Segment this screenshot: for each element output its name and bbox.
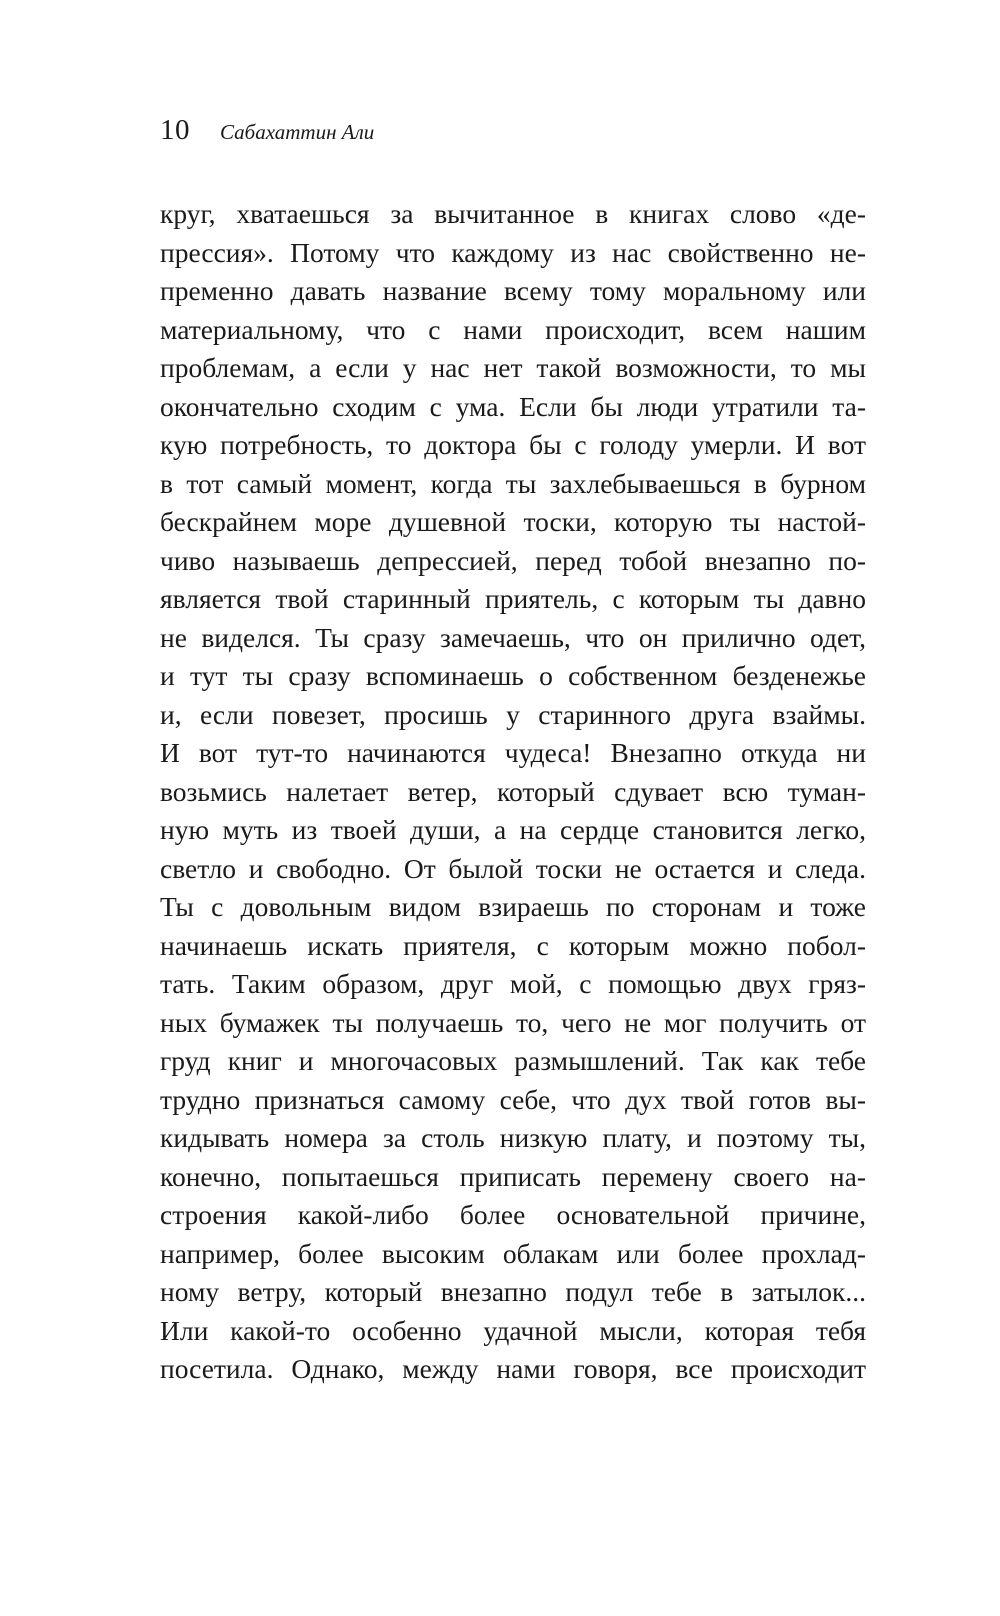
text-line: начинаешь искать приятеля, с которым можно побол- (160, 929, 866, 961)
text-line: окончательно сходим с ума. Если бы люди утратили та- (160, 390, 866, 422)
text-line: светло и свободно. От былой тоски не остается и следа. (160, 852, 866, 884)
text-line: в тот самый момент, когда ты захлебываешься в бурном (160, 467, 866, 499)
text-line: трудно признаться самому себе, что дух твой готов вы- (160, 1083, 866, 1115)
text-line: конечно, попытаешься приписать перемену своего на- (160, 1160, 866, 1192)
text-line: материальному, что с нами происходит, всем нашим (160, 313, 866, 345)
text-line: кидывать номера за столь низкую плату, и поэтому ты, (160, 1122, 866, 1153)
text-line: и тут ты сразу вспоминаешь о собственном безденежье (160, 660, 866, 691)
text-line: является твой старинный приятель, с которым ты давно (160, 583, 866, 614)
text-line: тать. Таким образом, друг мой, с помощью двух гряз- (160, 968, 866, 999)
text-line: кую потребность, то доктора бы с голоду умерли. И вот (160, 429, 866, 460)
text-line: ному ветру, который внезапно подул тебе в затылок... (160, 1276, 866, 1307)
text-line: круг, хватаешься за вычитанное в книгах слово «де- (160, 198, 866, 229)
text-line: Или какой-то особенно удачной мысли, которая тебя (160, 1314, 866, 1346)
text-line: проблемам, а если у нас нет такой возможности, то мы (160, 352, 866, 383)
text-line: и, если повезет, просишь у старинного друга взаймы. (160, 698, 866, 730)
text-line: И вот тут-то начинаются чудеса! Внезапно откуда ни (160, 737, 866, 768)
text-line: строения какой-либо более основательной причине, (160, 1199, 866, 1230)
text-line: не виделся. Ты сразу замечаешь, что он прилично одет, (160, 621, 866, 653)
text-line: ную муть из твоей души, а на сердце становится легко, (160, 814, 866, 845)
text-line: бескрайнем море душевной тоски, которую ты настой- (160, 506, 866, 537)
page-header (160, 114, 374, 158)
text-line: груд книг и многочасовых размышлений. Так как тебе (160, 1045, 866, 1076)
body-text (160, 195, 866, 1389)
text-line: возьмись налетает ветер, который сдувает всю туман- (160, 775, 866, 807)
text-line: ных бумажек ты получаешь то, чего не мог получить от (160, 1006, 866, 1038)
running-title: Сабахаттин Али (220, 120, 375, 144)
text-line: пременно давать название всему тому моральному или (160, 275, 866, 306)
text-line: чиво называешь депрессией, перед тобой внезапно по- (160, 544, 866, 576)
text-line: Ты с довольным видом взираешь по сторонам и тоже (160, 891, 866, 922)
text-line: например, более высоким облакам или более прохлад- (160, 1237, 866, 1269)
text-line: прессия». Потому что каждому из нас свойственно не- (160, 236, 866, 268)
page-number: 10 (160, 114, 190, 146)
text-line: посетила. Однако, между нами говоря, все происходит (160, 1353, 866, 1384)
